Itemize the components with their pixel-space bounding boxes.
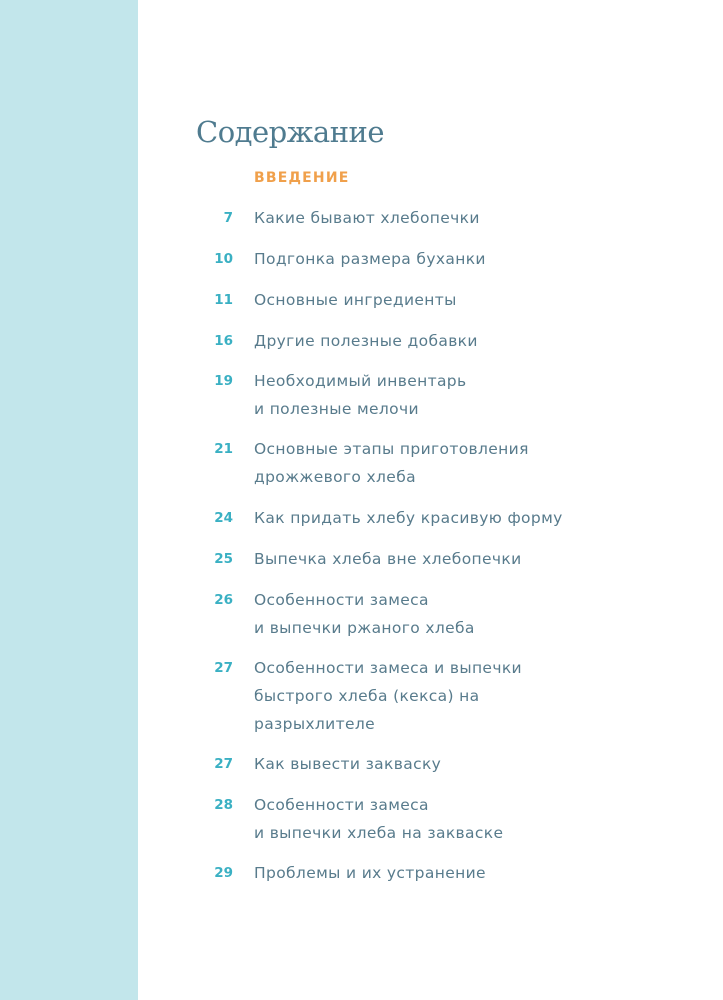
toc-entry-line: Выпечка хлеба вне хлебопечки <box>254 550 522 568</box>
toc-page-number: 19 <box>214 373 233 389</box>
toc-entry-text <box>254 750 704 778</box>
toc-entry-text <box>254 859 704 887</box>
toc-entry-text <box>254 504 704 532</box>
toc-page-number: 27 <box>214 756 233 772</box>
toc-entry-text <box>254 327 704 355</box>
toc-page-number: 21 <box>214 441 233 457</box>
toc-entry-text <box>254 286 704 314</box>
toc-entry-line: Основные ингредиенты <box>254 291 457 309</box>
toc-entry-line: разрыхлителе <box>254 715 376 733</box>
toc-entry-line: Основные этапы приготовления <box>254 440 529 458</box>
toc-entry-text <box>254 545 704 573</box>
toc-page-number: 10 <box>214 251 233 267</box>
toc-page-number: 7 <box>223 210 233 226</box>
toc-entry-line: быстрого хлеба (кекса) на <box>254 687 480 705</box>
toc-page-number: 24 <box>214 510 233 526</box>
side-color-band <box>0 0 138 1000</box>
toc-entry-text <box>254 435 704 491</box>
toc-page-number: 28 <box>214 797 233 813</box>
toc-entry-line: Особенности замеса <box>254 591 429 609</box>
toc-entry-line: и выпечки ржаного хлеба <box>254 619 475 637</box>
toc-entry-text <box>254 245 704 273</box>
toc-entry-line: и полезные мелочи <box>254 400 419 418</box>
toc-entry-line: дрожжевого хлеба <box>254 468 416 486</box>
toc-entry-line: Как придать хлебу красивую форму <box>254 509 563 527</box>
toc-entry-line: Особенности замеса <box>254 796 429 814</box>
toc-entry-line: Какие бывают хлебопечки <box>254 209 480 227</box>
toc-entry-text <box>254 204 704 232</box>
toc-entry-line: Проблемы и их устранение <box>254 864 486 882</box>
toc-entry-line: Подгонка размера буханки <box>254 250 486 268</box>
toc-page-number: 29 <box>214 865 233 881</box>
toc-entry-line: и выпечки хлеба на закваске <box>254 824 504 842</box>
toc-page-number: 26 <box>214 592 233 608</box>
toc-entry-line: Особенности замеса и выпечки <box>254 659 522 677</box>
toc-page-number: 11 <box>214 292 233 308</box>
toc-page-number: 16 <box>214 333 233 349</box>
toc-entry-line: Необходимый инвентарь <box>254 372 467 390</box>
toc-entry-text <box>254 586 704 642</box>
toc-entry-text <box>254 654 704 738</box>
toc-page-number: 25 <box>214 551 233 567</box>
toc-entry-text <box>254 367 704 423</box>
toc-entry-line: Другие полезные добавки <box>254 332 478 350</box>
section-heading: ВВЕДЕНИЕ <box>254 170 350 186</box>
toc-entry-line: Как вывести закваску <box>254 755 442 773</box>
page-title: Содержание <box>196 115 385 149</box>
toc-page-number: 27 <box>214 660 233 676</box>
toc-entry-text <box>254 791 704 847</box>
